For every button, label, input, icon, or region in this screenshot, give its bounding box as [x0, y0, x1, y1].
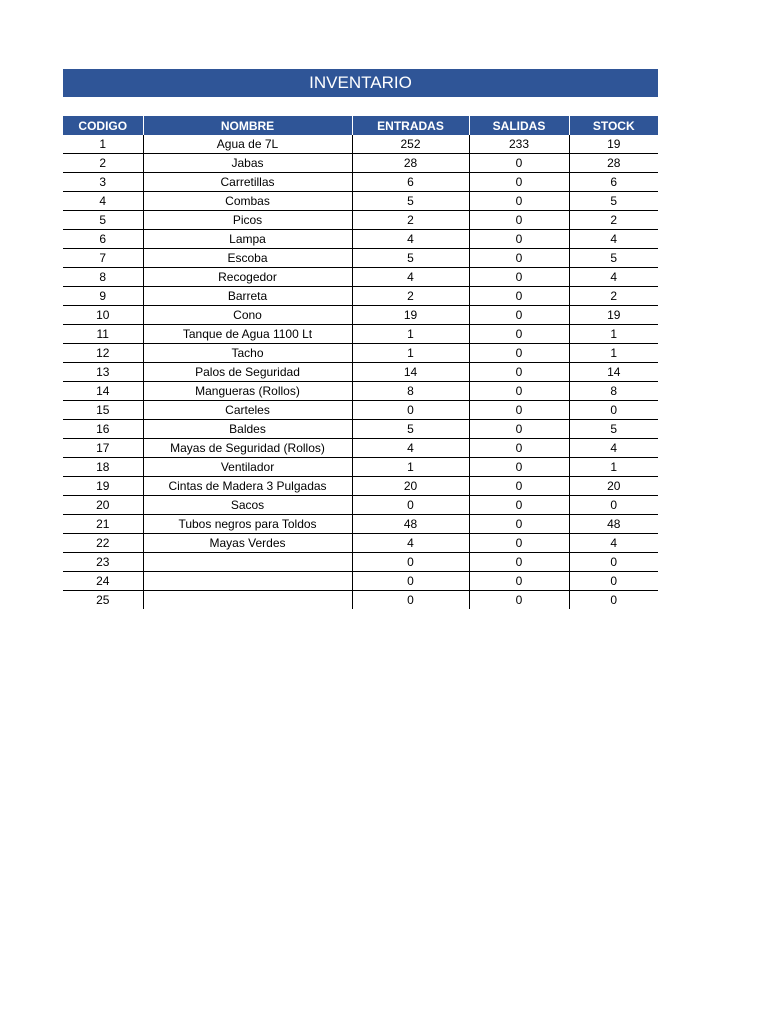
cell-nombre: Combas — [143, 192, 352, 211]
cell-entradas: 5 — [352, 192, 469, 211]
cell-entradas: 1 — [352, 458, 469, 477]
cell-salidas: 0 — [469, 515, 569, 534]
table-row — [63, 363, 658, 382]
cell-stock: 8 — [569, 382, 658, 401]
cell-entradas: 28 — [352, 154, 469, 173]
cell-nombre: Ventilador — [143, 458, 352, 477]
cell-codigo: 4 — [63, 192, 143, 211]
cell-stock: 5 — [569, 249, 658, 268]
cell-codigo: 22 — [63, 534, 143, 553]
table-row — [63, 306, 658, 325]
cell-codigo: 19 — [63, 477, 143, 496]
cell-nombre: Mayas de Seguridad (Rollos) — [143, 439, 352, 458]
table-row — [63, 515, 658, 534]
cell-salidas: 0 — [469, 192, 569, 211]
cell-stock: 0 — [569, 572, 658, 591]
table-row — [63, 572, 658, 591]
cell-entradas: 48 — [352, 515, 469, 534]
cell-entradas: 4 — [352, 230, 469, 249]
table-row — [63, 325, 658, 344]
cell-entradas: 8 — [352, 382, 469, 401]
cell-salidas: 0 — [469, 534, 569, 553]
cell-entradas: 4 — [352, 268, 469, 287]
cell-codigo: 8 — [63, 268, 143, 287]
cell-stock: 48 — [569, 515, 658, 534]
cell-salidas: 0 — [469, 420, 569, 439]
cell-nombre — [143, 553, 352, 572]
table-row — [63, 211, 658, 230]
cell-salidas: 0 — [469, 401, 569, 420]
cell-stock: 0 — [569, 553, 658, 572]
table-row — [63, 553, 658, 572]
cell-codigo: 25 — [96, 593, 110, 607]
header-salidas: SALIDAS — [469, 116, 569, 135]
cell-nombre: Tacho — [143, 344, 352, 363]
cell-stock: 19 — [569, 135, 658, 154]
cell-salidas: 0 — [469, 382, 569, 401]
cell-entradas: 2 — [352, 211, 469, 230]
cell-nombre: Escoba — [143, 249, 352, 268]
cell-stock: 5 — [569, 420, 658, 439]
table-row — [63, 477, 658, 496]
table-row — [63, 249, 658, 268]
cell-nombre: Lampa — [143, 230, 352, 249]
cell-salidas: 0 — [469, 325, 569, 344]
cell-nombre: Baldes — [143, 420, 352, 439]
cell-nombre: Picos — [143, 211, 352, 230]
cell-entradas: 5 — [352, 420, 469, 439]
cell-entradas: 0 — [352, 401, 469, 420]
header-entradas: ENTRADAS — [352, 116, 469, 135]
cell-stock: 14 — [569, 363, 658, 382]
cell-nombre: Mayas Verdes — [143, 534, 352, 553]
cell-codigo: 12 — [63, 344, 143, 363]
cell-stock: 0 — [569, 401, 658, 420]
cell-nombre: Cintas de Madera 3 Pulgadas — [143, 477, 352, 496]
cell-entradas: 252 — [352, 135, 469, 154]
table-row — [63, 192, 658, 211]
table-row — [63, 287, 658, 306]
cell-nombre: Palos de Seguridad — [143, 363, 352, 382]
table-row — [63, 420, 658, 439]
cell-salidas: 0 — [469, 344, 569, 363]
cell-salidas: 0 — [469, 211, 569, 230]
cell-nombre: Barreta — [143, 287, 352, 306]
cell-nombre — [143, 572, 352, 591]
cell-codigo: 2 — [63, 154, 143, 173]
cell-salidas: 0 — [469, 572, 569, 591]
cell-entradas: 0 — [352, 553, 469, 572]
cell-codigo: 20 — [63, 496, 143, 515]
cell-stock: 1 — [569, 325, 658, 344]
cell-codigo: 14 — [63, 382, 143, 401]
cell-salidas: 0 — [469, 591, 569, 610]
cell-salidas: 0 — [469, 458, 569, 477]
cell-nombre: Tubos negros para Toldos — [143, 515, 352, 534]
cell-entradas: 4 — [352, 534, 469, 553]
cell-salidas: 0 — [469, 477, 569, 496]
cell-salidas: 0 — [469, 496, 569, 515]
cell-entradas: 20 — [352, 477, 469, 496]
cell-entradas: 19 — [352, 306, 469, 325]
cell-codigo: 6 — [63, 230, 143, 249]
cell-stock: 20 — [569, 477, 658, 496]
cell-salidas: 0 — [469, 268, 569, 287]
inventory-table — [63, 116, 658, 609]
cell-codigo: 17 — [63, 439, 143, 458]
cell-codigo: 10 — [63, 306, 143, 325]
table-row — [63, 268, 658, 287]
cell-codigo: 13 — [63, 363, 143, 382]
cell-stock: 4 — [569, 268, 658, 287]
cell-nombre: Agua de 7L — [143, 135, 352, 154]
cell-stock: 1 — [569, 458, 658, 477]
cell-stock: 0 — [569, 496, 658, 515]
cell-nombre: Jabas — [143, 154, 352, 173]
cell-entradas: 0 — [352, 591, 469, 610]
cell-codigo: 11 — [63, 325, 143, 344]
cell-nombre — [143, 591, 352, 610]
cell-salidas: 0 — [469, 363, 569, 382]
cell-salidas: 0 — [469, 306, 569, 325]
cell-salidas: 0 — [469, 553, 569, 572]
cell-stock: 28 — [569, 154, 658, 173]
cell-entradas: 14 — [352, 363, 469, 382]
header-codigo: CODIGO — [63, 116, 143, 135]
table-row — [63, 591, 658, 610]
table-row — [63, 154, 658, 173]
cell-entradas: 1 — [352, 325, 469, 344]
cell-stock: 4 — [569, 230, 658, 249]
cell-entradas: 4 — [352, 439, 469, 458]
table-body — [63, 135, 658, 609]
cell-codigo: 5 — [63, 211, 143, 230]
cell-stock: 6 — [569, 173, 658, 192]
cell-salidas: 0 — [469, 249, 569, 268]
cell-stock: 19 — [569, 306, 658, 325]
table-row — [63, 496, 658, 515]
cell-nombre: Tanque de Agua 1100 Lt — [143, 325, 352, 344]
table-row — [63, 344, 658, 363]
cell-codigo: 7 — [63, 249, 143, 268]
cell-stock: 4 — [569, 439, 658, 458]
cell-codigo: 16 — [63, 420, 143, 439]
cell-entradas: 0 — [352, 496, 469, 515]
table-row — [63, 173, 658, 192]
inventory-title: INVENTARIO — [63, 69, 658, 97]
cell-codigo: 15 — [63, 401, 143, 420]
cell-nombre: Carretillas — [143, 173, 352, 192]
table-row — [63, 439, 658, 458]
cell-stock: 4 — [569, 534, 658, 553]
cell-salidas: 0 — [469, 439, 569, 458]
header-stock: STOCK — [569, 116, 658, 135]
cell-salidas: 233 — [469, 135, 569, 154]
cell-stock: 0 — [569, 591, 658, 610]
cell-codigo: 18 — [63, 458, 143, 477]
cell-salidas: 0 — [469, 287, 569, 306]
cell-nombre: Mangueras (Rollos) — [143, 382, 352, 401]
cell-codigo: 1 — [63, 135, 143, 154]
header-nombre: NOMBRE — [143, 116, 352, 135]
table-row — [63, 135, 658, 154]
table-row — [63, 230, 658, 249]
cell-entradas: 5 — [352, 249, 469, 268]
table-row — [63, 534, 658, 553]
header-row — [63, 116, 658, 135]
cell-stock: 2 — [569, 211, 658, 230]
cell-stock: 2 — [569, 287, 658, 306]
cell-nombre: Sacos — [143, 496, 352, 515]
cell-salidas: 0 — [469, 173, 569, 192]
cell-entradas: 2 — [352, 287, 469, 306]
cell-salidas: 0 — [469, 154, 569, 173]
cell-entradas: 0 — [352, 572, 469, 591]
cell-stock: 5 — [569, 192, 658, 211]
cell-nombre: Recogedor — [143, 268, 352, 287]
cell-entradas: 6 — [352, 173, 469, 192]
table-row — [63, 382, 658, 401]
cell-stock: 1 — [569, 344, 658, 363]
cell-codigo: 24 — [63, 572, 143, 591]
table-row — [63, 458, 658, 477]
cell-codigo: 23 — [63, 553, 143, 572]
cell-codigo: 21 — [63, 515, 143, 534]
cell-codigo: 9 — [63, 287, 143, 306]
cell-codigo: 3 — [63, 173, 143, 192]
cell-nombre: Carteles — [143, 401, 352, 420]
cell-salidas: 0 — [469, 230, 569, 249]
cell-entradas: 1 — [352, 344, 469, 363]
table-row — [63, 401, 658, 420]
cell-nombre: Cono — [143, 306, 352, 325]
